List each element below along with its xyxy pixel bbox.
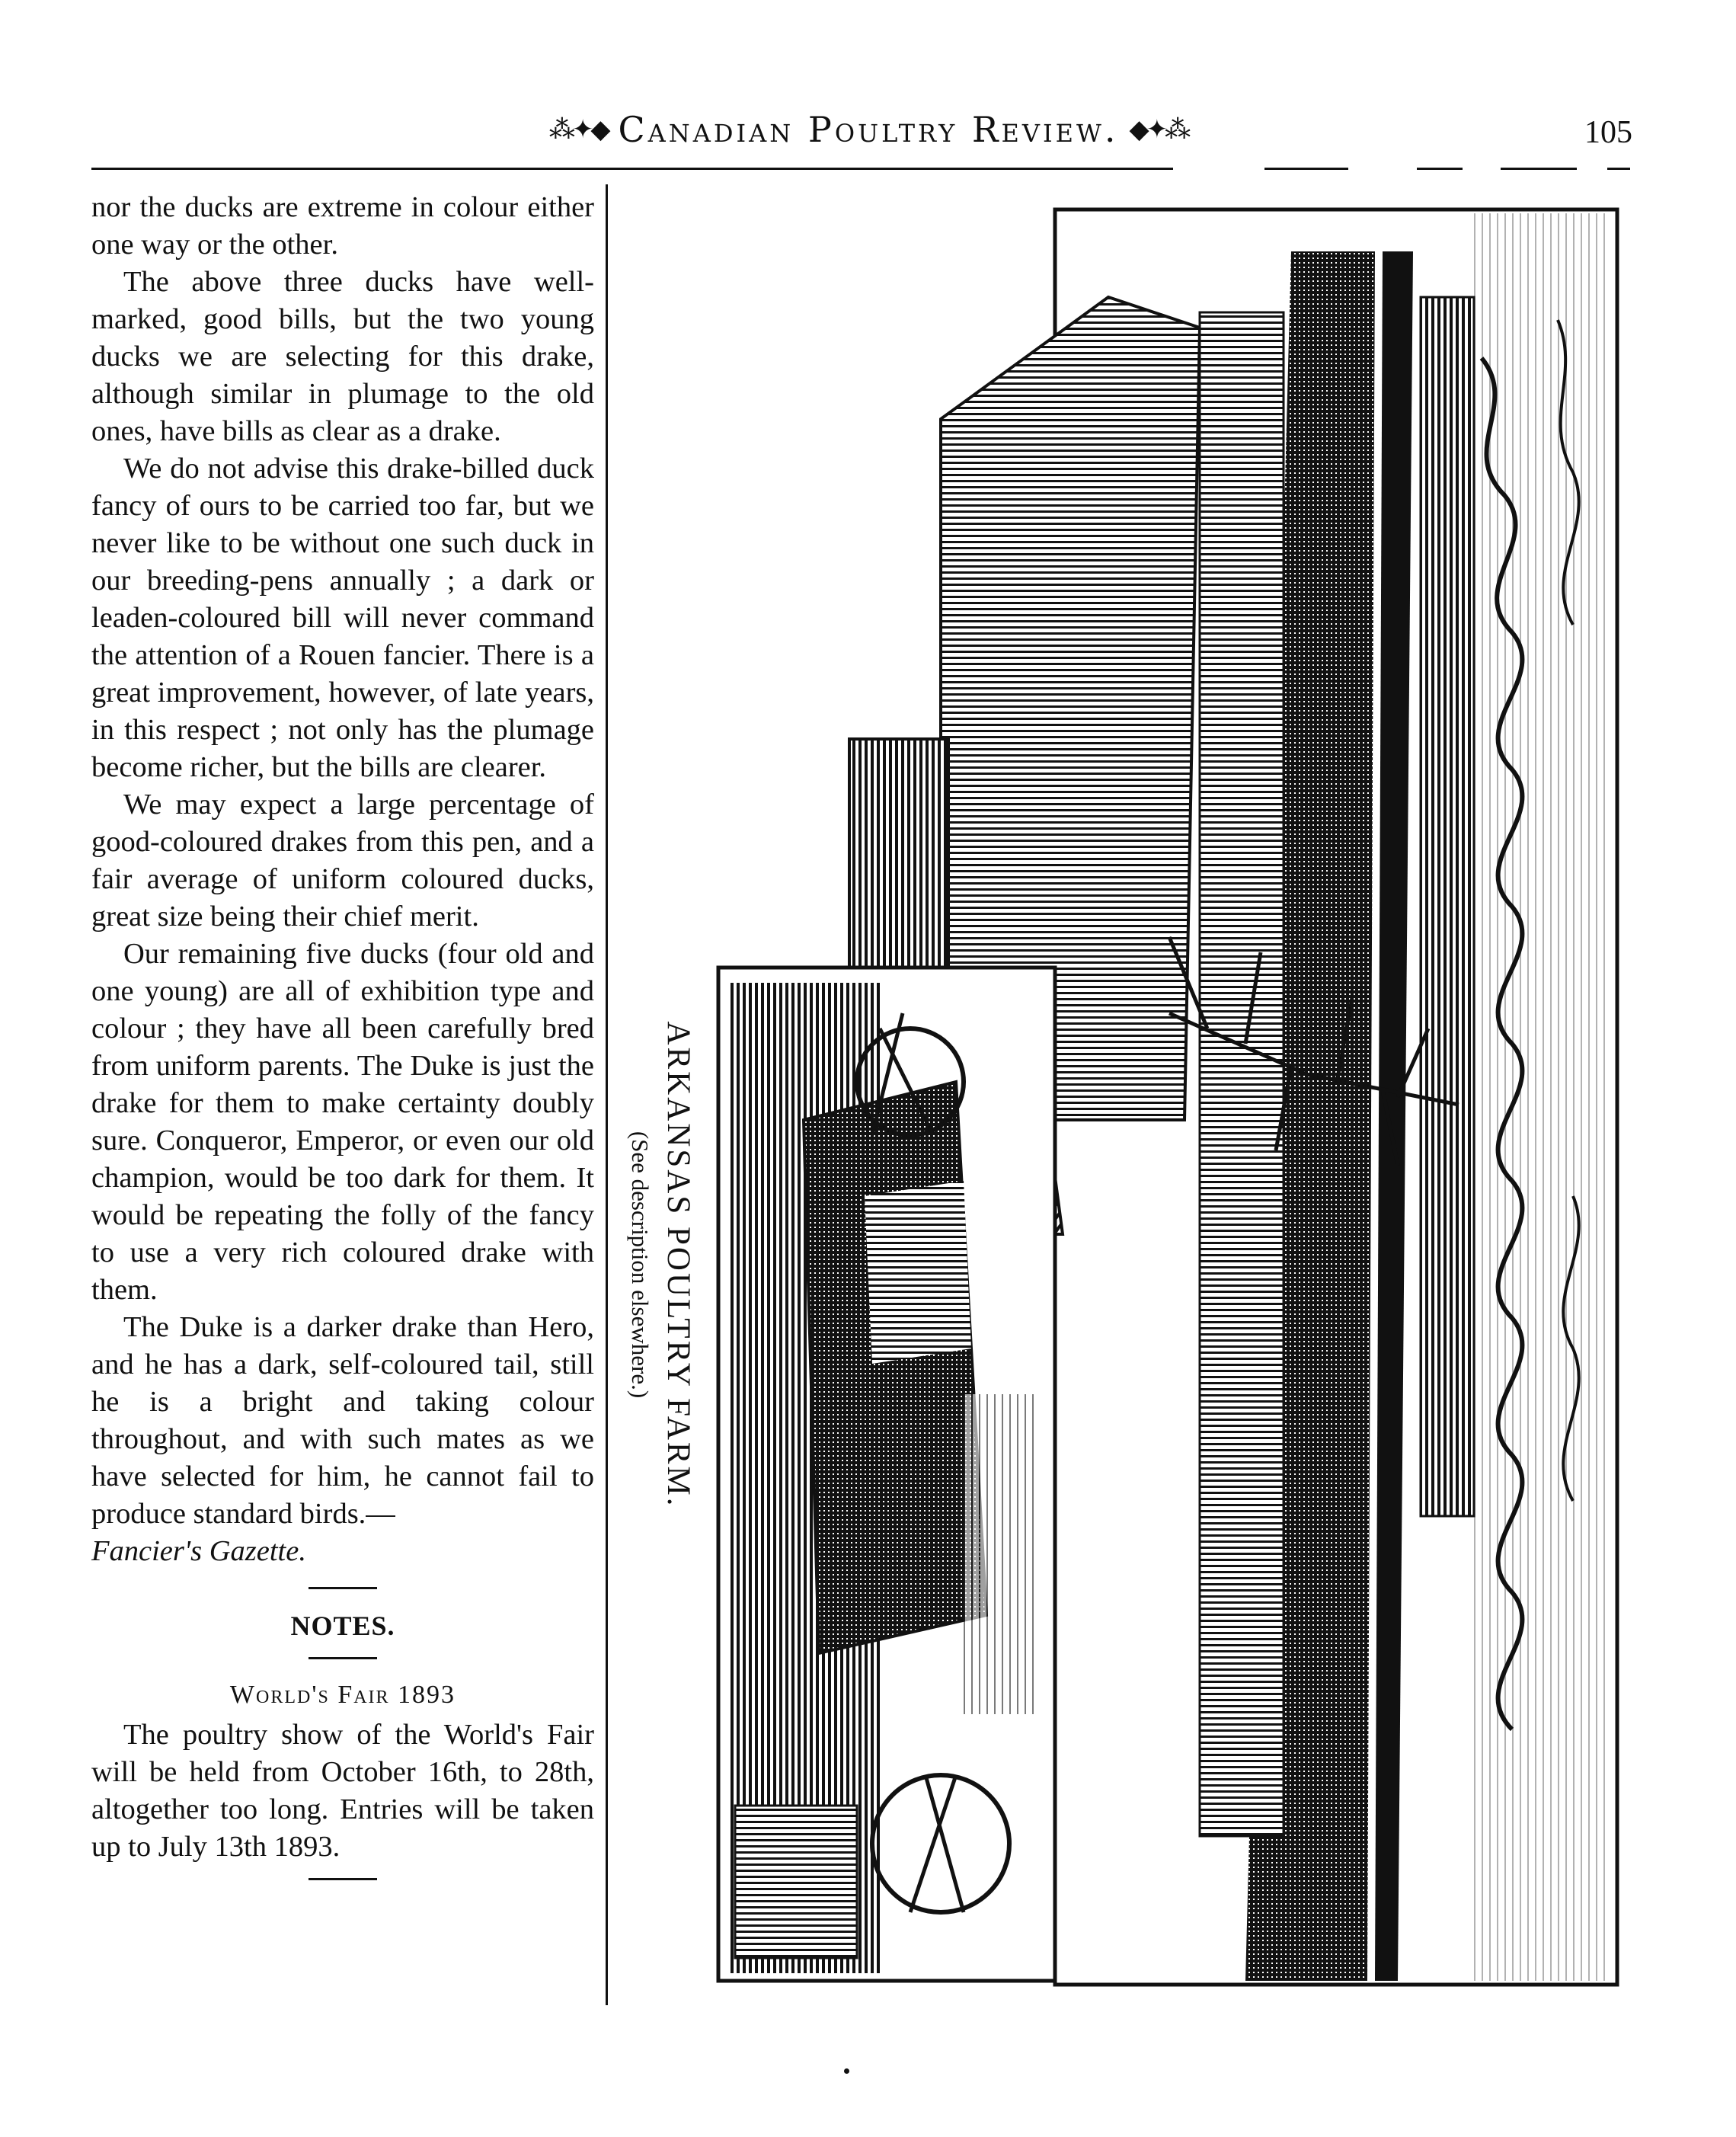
caption-subtitle: (See description elsewhere.) [627, 1131, 654, 1399]
farm-engraving-image [712, 206, 1626, 1988]
article-paragraph: The Duke is a darker drake than Hero, and he has a dark, self-coloured tail, still he is a bright and taking colour throughout, and with such mates as we have selected for him, he cannot fail to produce standard birds.— [91, 1311, 594, 1530]
article-source: Fancier's Gazette. [91, 1535, 306, 1567]
ornament-left-icon: ⁂✦◆ [548, 116, 608, 144]
header-rule-dash [1501, 168, 1577, 170]
header-rule-dash [1417, 168, 1463, 170]
caption-title: ARKANSAS POULTRY FARM. [660, 1021, 696, 1508]
ornament-right-icon: ◆✦⁂ [1129, 116, 1188, 144]
column-divider [606, 184, 608, 2005]
notes-subheading: World's Fair 1893 [229, 1681, 456, 1709]
header-rule [91, 168, 1173, 170]
article-paragraph: The above three ducks have well-marked, good bills, but the two young ducks we are selecting for this drake, although similar in plumage to the old ones, have bills as clear as a drake. [91, 266, 594, 447]
article-paragraph: nor the ducks are extreme in colour either one way or the other. [91, 191, 594, 261]
section-divider [309, 1587, 377, 1589]
article-paragraph: We may expect a large percentage of good-coloured drakes from this pen, and a fair average of uniform coloured ducks, great size being their chief merit. [91, 789, 594, 933]
section-divider [309, 1878, 377, 1880]
header-rule-dash [1607, 168, 1630, 170]
caption-anchor [627, 891, 696, 1508]
notes-heading: NOTES. [290, 1611, 395, 1641]
notes-paragraph: The poultry show of the World's Fair will be held from October 16th, to 28th, altogether too long. Entries will be taken up to July 13th 1893. [91, 1719, 594, 1863]
masthead [548, 103, 1188, 156]
article-paragraph: Our remaining five ducks (four old and one young) are all of exhibition type and colour ; they have all been carefully bred from uniform parents. The Duke is just the drake for them to make certainty doubly sure. Conqueror, Emperor, or even our old champion, would be too dark for them. It would be repeating the folly of the fancy to use a very rich coloured drake with them. [91, 938, 594, 1306]
illustration-caption [625, 808, 701, 1722]
page-number: 105 [1584, 115, 1632, 150]
article-column [91, 189, 594, 1897]
header-rule-dash [1264, 168, 1348, 170]
publication-title: Canadian Poultry Review. [618, 109, 1119, 150]
section-divider [309, 1657, 377, 1659]
article-paragraph: We do not advise this drake-billed duck fancy of ours to be carried too far, but we never like to be without one such duck in our breeding-pens annually ; a dark or leaden-coloured bill will never command the attention of a Rouen fancier. There is a great improvement, however, of late years, in this respect ; not only has the plumage become richer, but the bills are clearer. [91, 453, 594, 783]
page-mark [844, 2068, 849, 2074]
